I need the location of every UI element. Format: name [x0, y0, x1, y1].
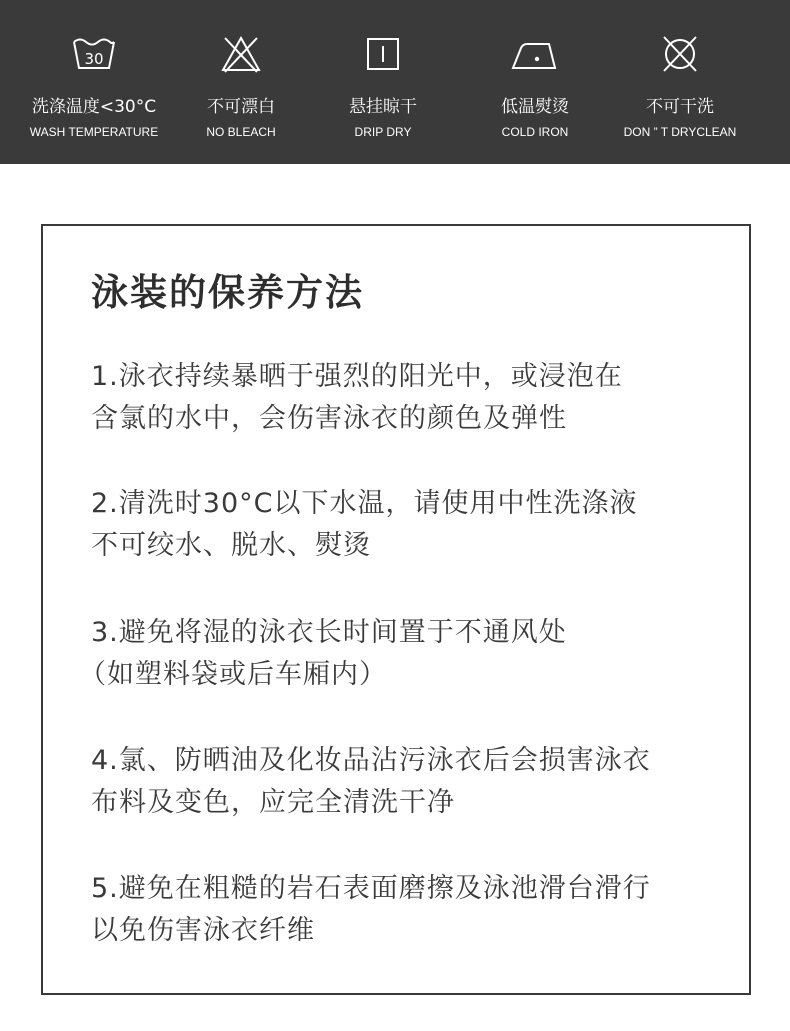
care-item-drip-dry: [308, 0, 458, 164]
care-tip-line: 不可绞水、脱水、熨烫: [91, 530, 371, 561]
care-tip-line: 1.泳衣持续暴晒于强烈的阳光中，或浸泡在: [91, 361, 623, 392]
care-guide-box: [41, 224, 751, 995]
care-item-no-bleach: [166, 0, 316, 164]
drip-dry-icon: [359, 34, 407, 74]
care-tip-line: 布料及变色，应完全清洗干净: [91, 787, 455, 818]
no-bleach-icon: [217, 34, 265, 74]
care-item-cold-iron: [460, 0, 610, 164]
care-label-en: DON ” T DRYCLEAN: [623, 125, 737, 139]
care-label-zh: 低温熨烫: [501, 97, 569, 117]
cold-iron-icon: [511, 34, 559, 74]
care-tip-line: 2.清洗时30°C以下水温，请使用中性洗涤液: [91, 488, 638, 519]
care-tip: [91, 868, 731, 952]
care-tip-line: 3.避免将湿的泳衣长时间置于不通风处: [91, 617, 567, 648]
care-item-no-dryclean: [605, 0, 755, 164]
guide-title: 泳装的保养方法: [91, 271, 364, 314]
wash-temp-value: 30: [84, 50, 104, 68]
care-tip-line: 4.氯、防晒油及化妆品沾污泳衣后会损害泳衣: [91, 745, 651, 776]
care-label-zh: 不可干洗: [646, 97, 714, 117]
care-tip-line: 含氯的水中，会伤害泳衣的颜色及弹性: [91, 403, 567, 434]
care-tip-line: 5.避免在粗糙的岩石表面磨擦及泳池滑台滑行: [91, 873, 651, 904]
care-label-en: NO BLEACH: [206, 125, 276, 139]
care-tip-line: 以免伤害泳衣纤维: [91, 915, 315, 946]
care-label-en: COLD IRON: [501, 125, 569, 139]
care-tip: [91, 483, 731, 567]
care-tip: [79, 612, 731, 696]
care-label-zh: 悬挂晾干: [349, 97, 417, 117]
care-tip: [91, 740, 731, 824]
no-dryclean-icon: [656, 34, 704, 74]
care-symbols-bar: [0, 0, 790, 164]
care-item-wash-temperature: [19, 0, 169, 164]
wash-30-icon: [70, 34, 118, 74]
care-tip: [91, 356, 731, 440]
care-label-en: WASH TEMPERATURE: [29, 125, 159, 139]
care-label-zh: 不可漂白: [207, 97, 275, 117]
care-tip-line: （如塑料袋或后车厢内）: [79, 659, 387, 690]
care-label-en: DRIP DRY: [354, 125, 412, 139]
care-label-zh: 洗涤温度<30°C: [31, 97, 157, 117]
